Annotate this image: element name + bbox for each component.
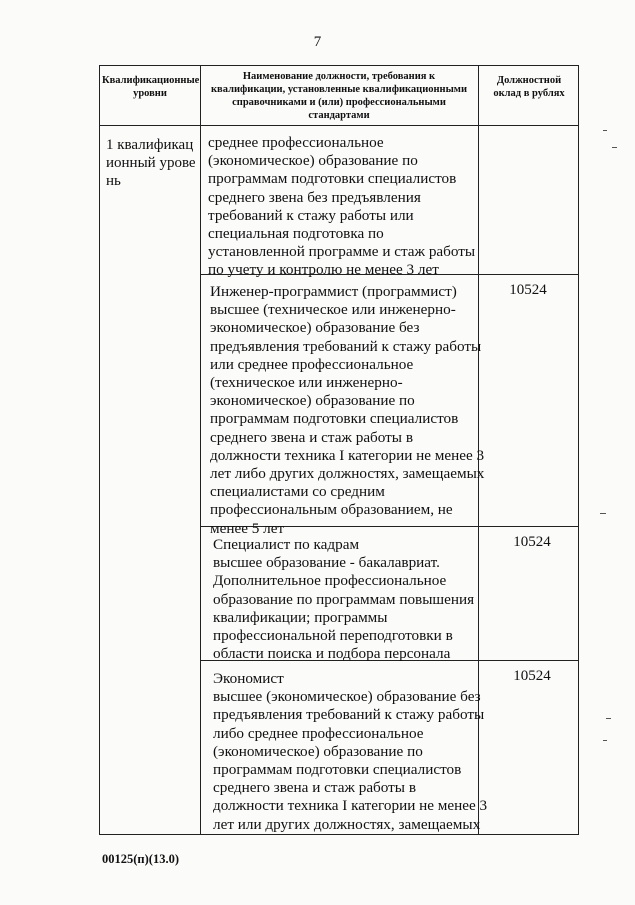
- row-description: среднее профессиональное (экономическое) образование по программам подготовки специалистов среднего звена без предъявления требований к стажу работы или специальная подготовка по установленной программе и стаж работы по учету и контролю не менее 3 лет: [208, 134, 476, 279]
- page-number: 7: [313, 34, 322, 50]
- row-salary: 10524: [509, 282, 547, 298]
- column-divider: [200, 66, 201, 834]
- scan-speck: [603, 740, 607, 741]
- row-description: Специалист по кадрам высшее образование - бакалавриат. Дополнительное профессиональное образование по программам повышения квалификации; программы профессиональной переподготовки в области поиска и подбора персонала: [213, 536, 475, 663]
- header-divider: [100, 125, 578, 126]
- scan-speck: [600, 513, 606, 514]
- qualification-table: [99, 65, 579, 835]
- row-salary: 10524: [513, 668, 551, 684]
- document-code: 00125(п)(13.0): [102, 852, 179, 866]
- qualification-level-cell: 1 квалификационный уровень: [106, 137, 196, 189]
- scan-speck: [612, 147, 617, 148]
- header-level: Квалификационные уровни: [102, 75, 200, 99]
- scan-speck: [606, 718, 611, 719]
- row-description: Инженер-программист (программист) высшее (техническое или инженерно- экономическое) образование без предъявления требований к стажу работы или среднее профессиональное (техническое или инженерно- экономическое) образование по программам подготовки специалистов среднего звена и стаж работы в должности техника I категории не менее 3 лет либо других должностях, замещаемых специалистами со средним профессиональным образованием, не менее 5 лет: [210, 283, 485, 537]
- header-salary: Должностной оклад в рублях: [493, 75, 565, 99]
- header-position: Наименование должности, требования к квалификации, установленные квалификационными справочниками и (или) профессиональными стандартами: [211, 71, 467, 121]
- scan-speck: [603, 130, 607, 131]
- row-description: Экономист высшее (экономическое) образование без предъявления требований к стажу работы либо среднее профессиональное (экономическое) образование по программам подготовки специалистов среднего звена и стаж работы в должности техника I категории не менее 3 лет или других должностях, замещаемых: [213, 670, 488, 833]
- row-salary: 10524: [513, 534, 551, 550]
